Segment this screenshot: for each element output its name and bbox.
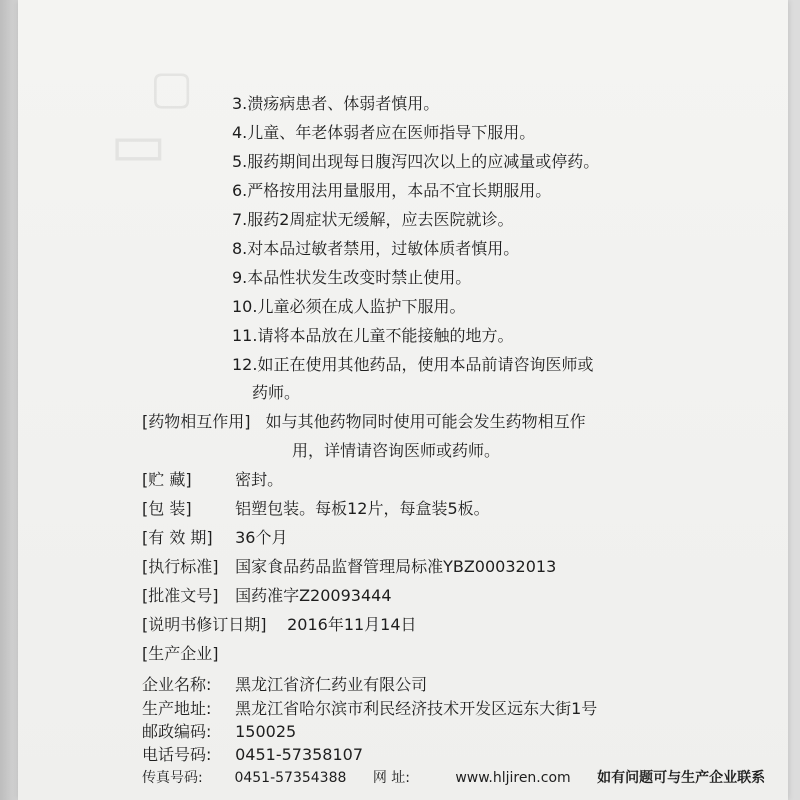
precaution-item-8: 8.对本品过敏者禁用，过敏体质者慎用。 — [232, 239, 520, 258]
storage-label: [贮 藏] — [142, 470, 192, 489]
interactions-row — [142, 412, 586, 432]
precaution-item-6: 6.严格按用法用量服用，本品不宜长期服用。 — [232, 181, 552, 200]
precaution-item-4: 4.儿童、年老体弱者应在医师指导下服用。 — [232, 123, 536, 142]
precaution-item-12-cont: 药师。 — [252, 383, 301, 402]
precaution-item-3: 3.溃疡病患者、体弱者慎用。 — [232, 94, 440, 113]
fax-label: 传真号码: — [142, 770, 203, 786]
approval-row — [142, 586, 392, 606]
interactions-value-line1: 如与其他药物同时使用可能会发生药物相互作 — [265, 412, 586, 431]
company-row — [142, 675, 427, 695]
address-label: 生产地址: — [142, 699, 212, 718]
interactions-value-line2: 用，详情请咨询医师或药师。 — [292, 441, 501, 460]
phone-value: 0451-57358107 — [235, 745, 364, 764]
standard-label: [执行标准] — [142, 557, 219, 576]
precaution-item-12: 12.如正在使用其他药品，使用本品前请咨询医师或 — [232, 355, 594, 374]
postal-row — [142, 722, 296, 742]
approval-label: [批准文号] — [142, 586, 219, 605]
precaution-item-9: 9.本品性状发生改变时禁止使用。 — [232, 268, 472, 287]
company-label: 企业名称: — [142, 675, 212, 694]
validity-value: 36个月 — [235, 528, 288, 547]
package-row — [142, 499, 490, 519]
fax-row — [142, 768, 765, 788]
web-value: www.hljiren.com — [455, 770, 571, 786]
precaution-item-7: 7.服药2周症状无缓解，应去医院就诊。 — [232, 210, 514, 229]
validity-label: [有 效 期] — [142, 528, 213, 547]
standard-value: 国家食品药品监督管理局标准YBZ00032013 — [235, 557, 557, 576]
company-value: 黑龙江省济仁药业有限公司 — [235, 675, 428, 694]
interactions-label: [药物相互作用] — [142, 412, 251, 431]
phone-row — [142, 745, 363, 765]
postal-value: 150025 — [235, 722, 297, 741]
precaution-item-5: 5.服药期间出现每日腹泻四次以上的应减量或停药。 — [232, 152, 600, 171]
package-label: [包 装] — [142, 499, 192, 518]
address-value: 黑龙江省哈尔滨市利民经济技术开发区远东大街1号 — [235, 699, 598, 718]
approval-value: 国药准字Z20093444 — [235, 586, 392, 605]
paper-edge — [0, 0, 18, 800]
phone-label: 电话号码: — [142, 745, 212, 764]
revision-label: [说明书修订日期] — [142, 615, 267, 634]
fax-value: 0451-57354388 — [234, 770, 347, 786]
validity-row — [142, 528, 287, 548]
footer-contact-note: 如有问题可与生产企业联系 — [597, 770, 766, 786]
standard-row — [142, 557, 556, 577]
address-row — [142, 699, 597, 719]
storage-value: 密封。 — [235, 470, 284, 489]
precaution-item-10: 10.儿童必须在成人监护下服用。 — [232, 297, 466, 316]
web-label: 网 址: — [372, 770, 411, 786]
package-value: 铝塑包装。每板12片，每盒装5板。 — [235, 499, 490, 518]
revision-row — [142, 615, 417, 635]
revision-value: 2016年11月14日 — [287, 615, 417, 634]
precaution-item-11: 11.请将本品放在儿童不能接触的地方。 — [232, 326, 514, 345]
manufacturer-label: [生产企业] — [142, 644, 219, 663]
storage-row — [142, 470, 283, 490]
postal-label: 邮政编码: — [142, 722, 212, 741]
